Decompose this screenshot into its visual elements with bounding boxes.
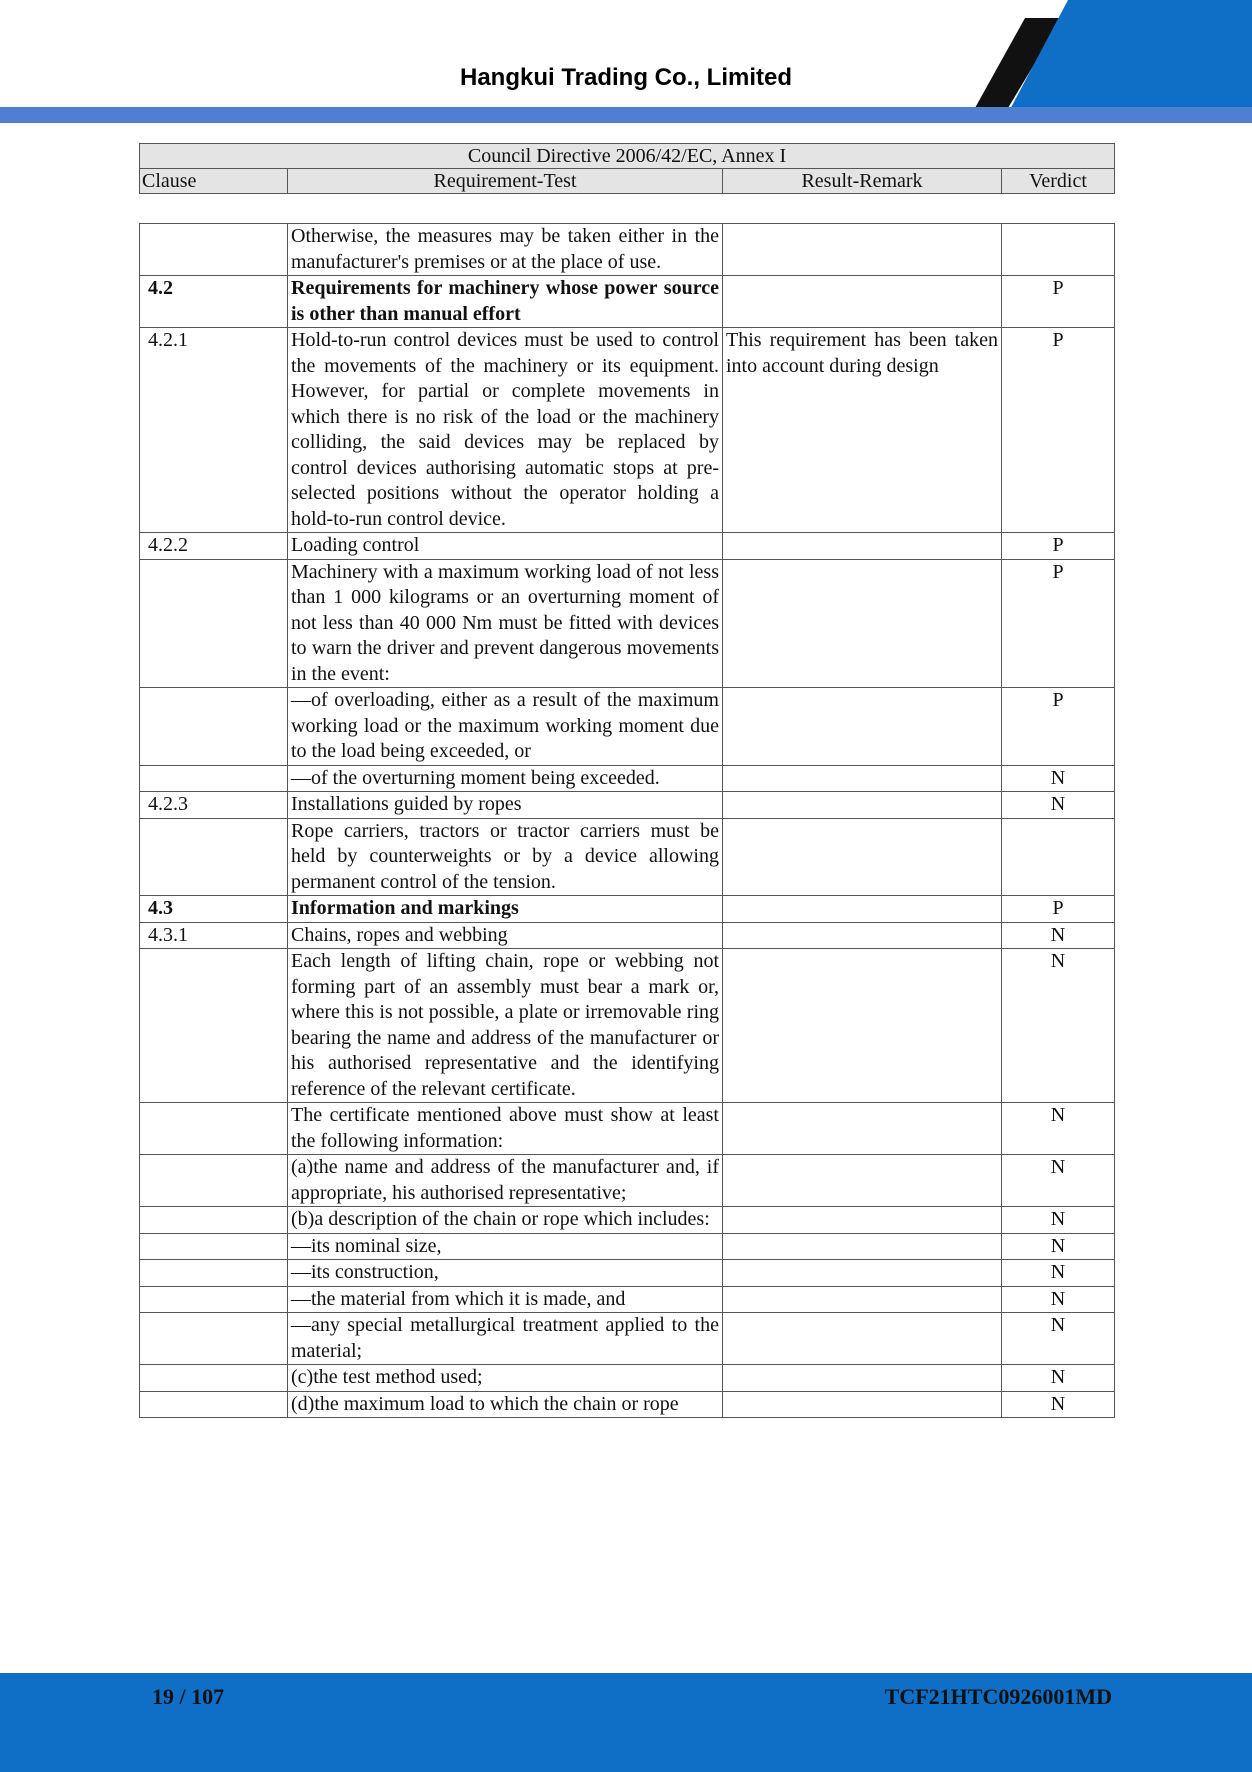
verdict-cell: P [1002,276,1115,328]
requirement-cell: —its construction, [288,1260,723,1287]
requirement-cell: (a)the name and address of the manufacturer and, if appropriate, his authorised representative; [288,1155,723,1207]
requirements-table-body [140,224,1115,1418]
result-cell [723,765,1002,792]
clause-cell [140,765,288,792]
requirement-cell: Loading control [288,533,723,560]
result-cell [723,688,1002,766]
requirement-cell: Otherwise, the measures may be taken either in the manufacturer's premises or at the place of use. [288,224,723,276]
clause-cell [140,949,288,1103]
verdict-cell: N [1002,1260,1115,1287]
result-cell [723,896,1002,923]
table-row [140,896,1115,923]
table-row [140,1391,1115,1418]
header-band [0,107,1252,123]
verdict-cell: N [1002,1103,1115,1155]
verdict-cell: N [1002,1207,1115,1234]
result-cell [723,533,1002,560]
result-cell [723,1233,1002,1260]
table-row [140,533,1115,560]
clause-cell [140,1286,288,1313]
column-header-result: Result-Remark [723,169,1002,194]
table-title: Council Directive 2006/42/EC, Annex I [140,144,1115,169]
verdict-cell: N [1002,1365,1115,1392]
clause-cell [140,1260,288,1287]
verdict-cell: P [1002,533,1115,560]
table-header [139,143,1115,194]
requirement-cell: (c)the test method used; [288,1365,723,1392]
table-row [140,765,1115,792]
clause-cell [140,1233,288,1260]
result-cell [723,1391,1002,1418]
result-cell [723,792,1002,819]
column-header-verdict: Verdict [1002,169,1115,194]
verdict-cell [1002,818,1115,896]
column-header-requirement: Requirement-Test [288,169,723,194]
clause-cell: 4.2 [140,276,288,328]
requirement-cell: —of overloading, either as a result of the maximum working load or the maximum working moment due to the load being exceeded, or [288,688,723,766]
company-name: Hangkui Trading Co., Limited [459,64,792,91]
requirement-cell: The certificate mentioned above must show at least the following information: [288,1103,723,1155]
clause-cell: 4.3.1 [140,922,288,949]
result-cell [723,1155,1002,1207]
requirement-cell: Hold-to-run control devices must be used to control the movements of the machinery or its equipment. However, for partial or complete movements in which there is no risk of the load or the machinery colliding, the said devices may be replaced by control devices authorising automatic stops at pre-selected positions without the operator holding a hold-to-run control device. [288,328,723,533]
table-row [140,276,1115,328]
clause-cell [140,688,288,766]
result-cell [723,559,1002,688]
clause-cell: 4.2.3 [140,792,288,819]
table-row [140,1207,1115,1234]
requirement-cell: Requirements for machinery whose power source is other than manual effort [288,276,723,328]
verdict-cell: N [1002,949,1115,1103]
table-row [140,1365,1115,1392]
requirement-cell: —the material from which it is made, and [288,1286,723,1313]
result-cell [723,818,1002,896]
requirement-cell: Chains, ropes and webbing [288,922,723,949]
clause-cell [140,1103,288,1155]
table-row [140,328,1115,533]
clause-cell [140,818,288,896]
table-row [140,1313,1115,1365]
table-row [140,1103,1115,1155]
table-row [140,1260,1115,1287]
result-cell [723,1286,1002,1313]
clause-cell [140,1391,288,1418]
requirements-table [139,223,1115,1418]
result-cell [723,1103,1002,1155]
verdict-cell: N [1002,792,1115,819]
requirement-cell: Information and markings [288,896,723,923]
result-cell [723,949,1002,1103]
result-cell [723,276,1002,328]
verdict-cell: N [1002,1155,1115,1207]
table-row [140,1155,1115,1207]
clause-cell: 4.2.2 [140,533,288,560]
requirement-cell: —its nominal size, [288,1233,723,1260]
page-number: 19 / 107 [152,1684,225,1709]
requirement-cell: (b)a description of the chain or rope which includes: [288,1207,723,1234]
table-row [140,818,1115,896]
verdict-cell: P [1002,328,1115,533]
header-corner-blue-block [1006,0,1252,117]
table-row [140,688,1115,766]
result-cell [723,1260,1002,1287]
table-row [140,949,1115,1103]
clause-cell [140,559,288,688]
verdict-cell: N [1002,1286,1115,1313]
table-row [140,792,1115,819]
requirement-cell: —of the overturning moment being exceeded. [288,765,723,792]
table-row [140,1233,1115,1260]
header-corner-decoration [0,0,1252,124]
requirement-cell: Installations guided by ropes [288,792,723,819]
verdict-cell: N [1002,1233,1115,1260]
result-cell [723,1313,1002,1365]
clause-cell: 4.3 [140,896,288,923]
clause-cell [140,1155,288,1207]
verdict-cell: P [1002,559,1115,688]
result-cell [723,224,1002,276]
table-row [140,559,1115,688]
result-cell: This requirement has been taken into account during design [723,328,1002,533]
table-row [140,1286,1115,1313]
table-row [140,224,1115,276]
requirement-cell: (d)the maximum load to which the chain or rope [288,1391,723,1418]
requirement-cell: —any special metallurgical treatment applied to the material; [288,1313,723,1365]
requirement-cell: Rope carriers, tractors or tractor carriers must be held by counterweights or by a device allowing permanent control of the tension. [288,818,723,896]
requirement-cell: Machinery with a maximum working load of not less than 1 000 kilograms or an overturning moment of not less than 40 000 Nm must be fitted with devices to warn the driver and prevent dangerous movements in the event: [288,559,723,688]
result-cell [723,1365,1002,1392]
verdict-cell: P [1002,896,1115,923]
result-cell [723,1207,1002,1234]
verdict-cell: N [1002,1391,1115,1418]
document-number: TCF21HTC0926001MD [884,1684,1112,1709]
column-header-clause: Clause [140,169,288,194]
requirement-cell: Each length of lifting chain, rope or webbing not forming part of an assembly must bear a mark or, where this is not possible, a plate or irremovable ring bearing the name and address of the manufacturer or his authorised representative and the identifying reference of the relevant certificate. [288,949,723,1103]
result-cell [723,922,1002,949]
verdict-cell: N [1002,1313,1115,1365]
clause-cell [140,1207,288,1234]
verdict-cell: N [1002,922,1115,949]
verdict-cell [1002,224,1115,276]
clause-cell [140,224,288,276]
verdict-cell: P [1002,688,1115,766]
clause-cell [140,1313,288,1365]
table-row [140,922,1115,949]
clause-cell: 4.2.1 [140,328,288,533]
verdict-cell: N [1002,765,1115,792]
clause-cell [140,1365,288,1392]
